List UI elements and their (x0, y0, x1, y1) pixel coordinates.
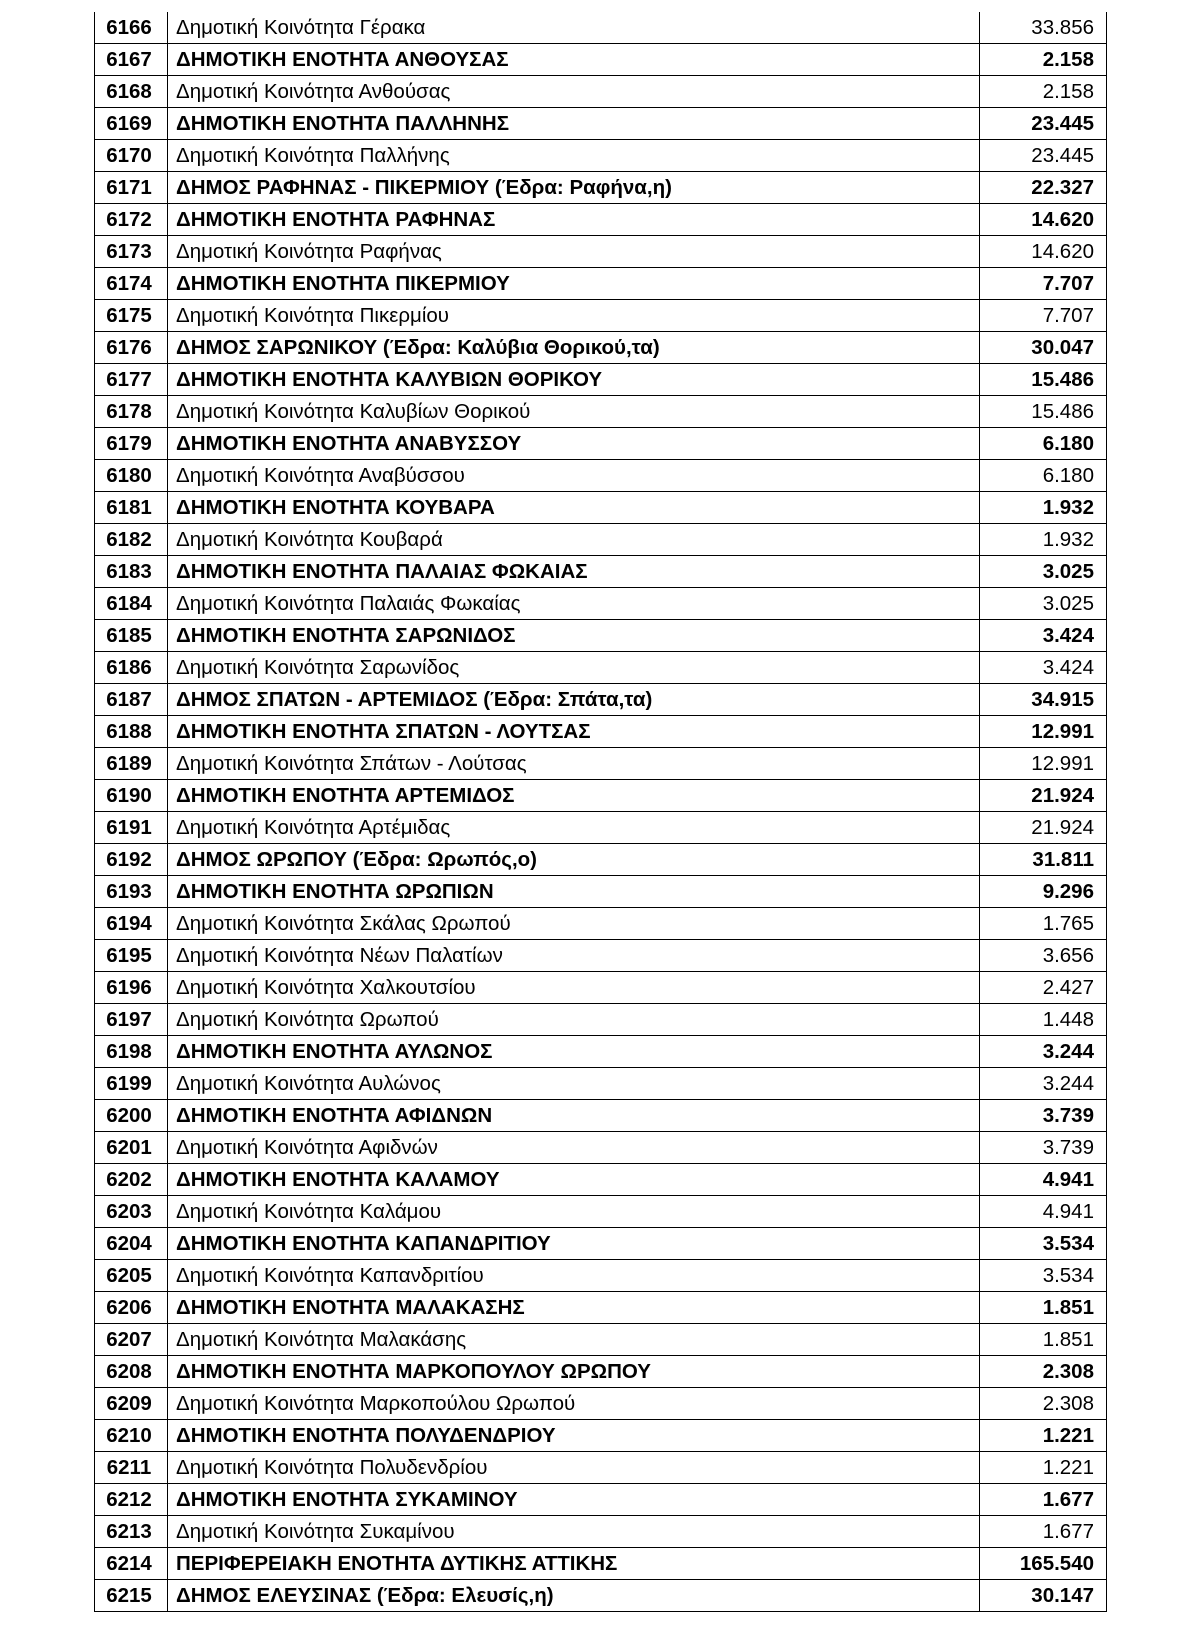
table-row (95, 1036, 1107, 1068)
row-name-cell: ΔΗΜΟΤΙΚΗ ΕΝΟΤΗΤΑ ΑΥΛΩΝΟΣ (168, 1036, 980, 1068)
row-name-cell: Δημοτική Κοινότητα Καλυβίων Θορικού (168, 396, 980, 428)
row-population-cell: 34.915 (980, 684, 1107, 716)
row-name-cell: ΔΗΜΟΤΙΚΗ ΕΝΟΤΗΤΑ ΜΑΛΑΚΑΣΗΣ (168, 1292, 980, 1324)
row-name-cell: Δημοτική Κοινότητα Χαλκουτσίου (168, 972, 980, 1004)
table-row (95, 1484, 1107, 1516)
row-name-cell: ΔΗΜΟΤΙΚΗ ΕΝΟΤΗΤΑ ΑΝΘΟΥΣΑΣ (168, 44, 980, 76)
row-name-cell: Δημοτική Κοινότητα Πολυδενδρίου (168, 1452, 980, 1484)
row-population-cell: 21.924 (980, 812, 1107, 844)
row-population-cell: 1.448 (980, 1004, 1107, 1036)
table-row (95, 492, 1107, 524)
row-code-cell: 6206 (95, 1292, 168, 1324)
row-name-cell: Δημοτική Κοινότητα Νέων Παλατίων (168, 940, 980, 972)
row-code-cell: 6182 (95, 524, 168, 556)
population-table (94, 12, 1107, 1612)
table-row (95, 1164, 1107, 1196)
table-row (95, 140, 1107, 172)
row-population-cell: 3.424 (980, 620, 1107, 652)
row-name-cell: ΔΗΜΟΣ ΩΡΩΠΟΥ (Έδρα: Ωρωπός,ο) (168, 844, 980, 876)
row-name-cell: Δημοτική Κοινότητα Ραφήνας (168, 236, 980, 268)
row-code-cell: 6194 (95, 908, 168, 940)
row-population-cell: 23.445 (980, 140, 1107, 172)
row-code-cell: 6196 (95, 972, 168, 1004)
row-population-cell: 15.486 (980, 364, 1107, 396)
row-population-cell: 3.244 (980, 1036, 1107, 1068)
row-name-cell: Δημοτική Κοινότητα Αρτέμιδας (168, 812, 980, 844)
row-code-cell: 6174 (95, 268, 168, 300)
table-row (95, 620, 1107, 652)
row-code-cell: 6208 (95, 1356, 168, 1388)
row-code-cell: 6200 (95, 1100, 168, 1132)
table-row (95, 428, 1107, 460)
row-name-cell: ΔΗΜΟΤΙΚΗ ΕΝΟΤΗΤΑ ΚΟΥΒΑΡΑ (168, 492, 980, 524)
table-row (95, 1068, 1107, 1100)
row-name-cell: Δημοτική Κοινότητα Σπάτων - Λούτσας (168, 748, 980, 780)
row-population-cell: 2.308 (980, 1388, 1107, 1420)
row-name-cell: ΔΗΜΟΤΙΚΗ ΕΝΟΤΗΤΑ ΣΠΑΤΩΝ - ΛΟΥΤΣΑΣ (168, 716, 980, 748)
row-population-cell: 3.739 (980, 1132, 1107, 1164)
row-population-cell: 6.180 (980, 428, 1107, 460)
row-population-cell: 4.941 (980, 1164, 1107, 1196)
row-code-cell: 6205 (95, 1260, 168, 1292)
table-row (95, 236, 1107, 268)
row-name-cell: ΔΗΜΟΤΙΚΗ ΕΝΟΤΗΤΑ ΠΙΚΕΡΜΙΟΥ (168, 268, 980, 300)
row-name-cell: Δημοτική Κοινότητα Αυλώνος (168, 1068, 980, 1100)
row-code-cell: 6176 (95, 332, 168, 364)
table-row (95, 268, 1107, 300)
row-population-cell: 3.244 (980, 1068, 1107, 1100)
row-name-cell: Δημοτική Κοινότητα Καπανδριτίου (168, 1260, 980, 1292)
row-name-cell: ΠΕΡΙΦΕΡΕΙΑΚΗ ΕΝΟΤΗΤΑ ΔΥΤΙΚΗΣ ΑΤΤΙΚΗΣ (168, 1548, 980, 1580)
table-row (95, 684, 1107, 716)
table-row (95, 1132, 1107, 1164)
row-code-cell: 6197 (95, 1004, 168, 1036)
row-population-cell: 7.707 (980, 300, 1107, 332)
row-population-cell: 3.534 (980, 1228, 1107, 1260)
row-code-cell: 6214 (95, 1548, 168, 1580)
row-population-cell: 30.047 (980, 332, 1107, 364)
row-name-cell: Δημοτική Κοινότητα Ανθούσας (168, 76, 980, 108)
row-name-cell: Δημοτική Κοινότητα Ωρωπού (168, 1004, 980, 1036)
row-name-cell: Δημοτική Κοινότητα Γέρακα (168, 12, 980, 44)
table-row (95, 1260, 1107, 1292)
row-name-cell: ΔΗΜΟΤΙΚΗ ΕΝΟΤΗΤΑ ΠΑΛΛΗΝΗΣ (168, 108, 980, 140)
table-row (95, 172, 1107, 204)
row-code-cell: 6179 (95, 428, 168, 460)
row-population-cell: 1.677 (980, 1484, 1107, 1516)
table-row (95, 1516, 1107, 1548)
table-row (95, 524, 1107, 556)
row-population-cell: 2.158 (980, 44, 1107, 76)
table-row (95, 1324, 1107, 1356)
table-row (95, 12, 1107, 44)
table-row (95, 716, 1107, 748)
row-population-cell: 30.147 (980, 1580, 1107, 1612)
row-name-cell: ΔΗΜΟΣ ΣΠΑΤΩΝ - ΑΡΤΕΜΙΔΟΣ (Έδρα: Σπάτα,τα) (168, 684, 980, 716)
row-name-cell: ΔΗΜΟΣ ΣΑΡΩΝΙΚΟΥ (Έδρα: Καλύβια Θορικού,τα) (168, 332, 980, 364)
row-code-cell: 6212 (95, 1484, 168, 1516)
row-code-cell: 6207 (95, 1324, 168, 1356)
row-population-cell: 1.932 (980, 492, 1107, 524)
row-population-cell: 3.534 (980, 1260, 1107, 1292)
row-name-cell: Δημοτική Κοινότητα Σκάλας Ωρωπού (168, 908, 980, 940)
row-population-cell: 21.924 (980, 780, 1107, 812)
row-code-cell: 6172 (95, 204, 168, 236)
table-row (95, 76, 1107, 108)
row-population-cell: 3.025 (980, 588, 1107, 620)
table-row (95, 1356, 1107, 1388)
table-body (95, 12, 1107, 1612)
row-code-cell: 6186 (95, 652, 168, 684)
row-code-cell: 6195 (95, 940, 168, 972)
row-population-cell: 6.180 (980, 460, 1107, 492)
row-code-cell: 6187 (95, 684, 168, 716)
table-row (95, 1292, 1107, 1324)
row-name-cell: ΔΗΜΟΤΙΚΗ ΕΝΟΤΗΤΑ ΜΑΡΚΟΠΟΥΛΟΥ ΩΡΩΠΟΥ (168, 1356, 980, 1388)
table-row (95, 1228, 1107, 1260)
row-code-cell: 6169 (95, 108, 168, 140)
row-code-cell: 6201 (95, 1132, 168, 1164)
table-row (95, 44, 1107, 76)
row-population-cell: 2.427 (980, 972, 1107, 1004)
row-code-cell: 6171 (95, 172, 168, 204)
row-code-cell: 6198 (95, 1036, 168, 1068)
row-code-cell: 6185 (95, 620, 168, 652)
row-name-cell: ΔΗΜΟΤΙΚΗ ΕΝΟΤΗΤΑ ΚΑΛΥΒΙΩΝ ΘΟΡΙΚΟΥ (168, 364, 980, 396)
row-code-cell: 6215 (95, 1580, 168, 1612)
table-row (95, 1420, 1107, 1452)
row-name-cell: Δημοτική Κοινότητα Αναβύσσου (168, 460, 980, 492)
row-population-cell: 23.445 (980, 108, 1107, 140)
row-code-cell: 6177 (95, 364, 168, 396)
table-row (95, 844, 1107, 876)
table-row (95, 748, 1107, 780)
row-population-cell: 4.941 (980, 1196, 1107, 1228)
row-name-cell: ΔΗΜΟΤΙΚΗ ΕΝΟΤΗΤΑ ΠΟΛΥΔΕΝΔΡΙΟΥ (168, 1420, 980, 1452)
row-code-cell: 6203 (95, 1196, 168, 1228)
row-code-cell: 6167 (95, 44, 168, 76)
row-population-cell: 1.221 (980, 1452, 1107, 1484)
row-name-cell: Δημοτική Κοινότητα Παλλήνης (168, 140, 980, 172)
row-name-cell: Δημοτική Κοινότητα Πικερμίου (168, 300, 980, 332)
row-code-cell: 6170 (95, 140, 168, 172)
row-code-cell: 6168 (95, 76, 168, 108)
table-row (95, 1452, 1107, 1484)
table-row (95, 1004, 1107, 1036)
row-population-cell: 3.656 (980, 940, 1107, 972)
row-name-cell: ΔΗΜΟΤΙΚΗ ΕΝΟΤΗΤΑ ΣΥΚΑΜΙΝΟΥ (168, 1484, 980, 1516)
row-population-cell: 3.424 (980, 652, 1107, 684)
row-population-cell: 2.158 (980, 76, 1107, 108)
row-code-cell: 6184 (95, 588, 168, 620)
row-name-cell: ΔΗΜΟΤΙΚΗ ΕΝΟΤΗΤΑ ΣΑΡΩΝΙΔΟΣ (168, 620, 980, 652)
row-code-cell: 6204 (95, 1228, 168, 1260)
table-row (95, 652, 1107, 684)
table-row (95, 1100, 1107, 1132)
row-name-cell: ΔΗΜΟΤΙΚΗ ΕΝΟΤΗΤΑ ΠΑΛΑΙΑΣ ΦΩΚΑΙΑΣ (168, 556, 980, 588)
row-code-cell: 6199 (95, 1068, 168, 1100)
table-row (95, 780, 1107, 812)
row-population-cell: 14.620 (980, 204, 1107, 236)
table-row (95, 1580, 1107, 1612)
table-row (95, 332, 1107, 364)
row-code-cell: 6180 (95, 460, 168, 492)
table-row (95, 972, 1107, 1004)
table-row (95, 460, 1107, 492)
row-code-cell: 6202 (95, 1164, 168, 1196)
row-population-cell: 31.811 (980, 844, 1107, 876)
row-code-cell: 6209 (95, 1388, 168, 1420)
row-population-cell: 12.991 (980, 716, 1107, 748)
row-name-cell: Δημοτική Κοινότητα Σαρωνίδος (168, 652, 980, 684)
row-population-cell: 33.856 (980, 12, 1107, 44)
row-code-cell: 6181 (95, 492, 168, 524)
row-code-cell: 6178 (95, 396, 168, 428)
row-code-cell: 6173 (95, 236, 168, 268)
table-row (95, 1548, 1107, 1580)
row-population-cell: 2.308 (980, 1356, 1107, 1388)
row-name-cell: Δημοτική Κοινότητα Παλαιάς Φωκαίας (168, 588, 980, 620)
table-row (95, 908, 1107, 940)
table-row (95, 812, 1107, 844)
table-row (95, 364, 1107, 396)
table-row (95, 1196, 1107, 1228)
row-name-cell: ΔΗΜΟΤΙΚΗ ΕΝΟΤΗΤΑ ΑΝΑΒΥΣΣΟΥ (168, 428, 980, 460)
row-population-cell: 3.025 (980, 556, 1107, 588)
row-population-cell: 15.486 (980, 396, 1107, 428)
row-population-cell: 3.739 (980, 1100, 1107, 1132)
row-name-cell: ΔΗΜΟΤΙΚΗ ΕΝΟΤΗΤΑ ΚΑΠΑΝΔΡΙΤΙΟΥ (168, 1228, 980, 1260)
table-row (95, 204, 1107, 236)
row-name-cell: ΔΗΜΟΤΙΚΗ ΕΝΟΤΗΤΑ ΑΦΙΔΝΩΝ (168, 1100, 980, 1132)
table-row (95, 108, 1107, 140)
row-name-cell: Δημοτική Κοινότητα Καλάμου (168, 1196, 980, 1228)
row-code-cell: 6192 (95, 844, 168, 876)
row-name-cell: Δημοτική Κοινότητα Αφιδνών (168, 1132, 980, 1164)
row-code-cell: 6189 (95, 748, 168, 780)
table-row (95, 396, 1107, 428)
row-code-cell: 6193 (95, 876, 168, 908)
row-code-cell: 6188 (95, 716, 168, 748)
table-row (95, 876, 1107, 908)
row-name-cell: ΔΗΜΟΤΙΚΗ ΕΝΟΤΗΤΑ ΡΑΦΗΝΑΣ (168, 204, 980, 236)
row-name-cell: Δημοτική Κοινότητα Συκαμίνου (168, 1516, 980, 1548)
table-row (95, 556, 1107, 588)
row-population-cell: 1.851 (980, 1324, 1107, 1356)
row-population-cell: 9.296 (980, 876, 1107, 908)
table-row (95, 1388, 1107, 1420)
row-code-cell: 6210 (95, 1420, 168, 1452)
row-name-cell: ΔΗΜΟΣ ΕΛΕΥΣΙΝΑΣ (Έδρα: Ελευσίς,η) (168, 1580, 980, 1612)
row-code-cell: 6183 (95, 556, 168, 588)
row-population-cell: 1.677 (980, 1516, 1107, 1548)
row-name-cell: ΔΗΜΟΣ ΡΑΦΗΝΑΣ - ΠΙΚΕΡΜΙΟΥ (Έδρα: Ραφήνα,η) (168, 172, 980, 204)
row-code-cell: 6191 (95, 812, 168, 844)
row-name-cell: ΔΗΜΟΤΙΚΗ ΕΝΟΤΗΤΑ ΑΡΤΕΜΙΔΟΣ (168, 780, 980, 812)
row-code-cell: 6190 (95, 780, 168, 812)
row-code-cell: 6211 (95, 1452, 168, 1484)
row-population-cell: 1.851 (980, 1292, 1107, 1324)
table-row (95, 300, 1107, 332)
row-population-cell: 12.991 (980, 748, 1107, 780)
row-population-cell: 7.707 (980, 268, 1107, 300)
row-code-cell: 6175 (95, 300, 168, 332)
row-name-cell: Δημοτική Κοινότητα Κουβαρά (168, 524, 980, 556)
row-name-cell: ΔΗΜΟΤΙΚΗ ΕΝΟΤΗΤΑ ΩΡΩΠΙΩΝ (168, 876, 980, 908)
row-population-cell: 14.620 (980, 236, 1107, 268)
row-population-cell: 165.540 (980, 1548, 1107, 1580)
row-population-cell: 1.221 (980, 1420, 1107, 1452)
row-name-cell: Δημοτική Κοινότητα Μαρκοπούλου Ωρωπού (168, 1388, 980, 1420)
row-code-cell: 6213 (95, 1516, 168, 1548)
table-row (95, 588, 1107, 620)
row-name-cell: Δημοτική Κοινότητα Μαλακάσης (168, 1324, 980, 1356)
row-population-cell: 22.327 (980, 172, 1107, 204)
row-population-cell: 1.765 (980, 908, 1107, 940)
row-population-cell: 1.932 (980, 524, 1107, 556)
row-name-cell: ΔΗΜΟΤΙΚΗ ΕΝΟΤΗΤΑ ΚΑΛΑΜΟΥ (168, 1164, 980, 1196)
table-row (95, 940, 1107, 972)
row-code-cell: 6166 (95, 12, 168, 44)
